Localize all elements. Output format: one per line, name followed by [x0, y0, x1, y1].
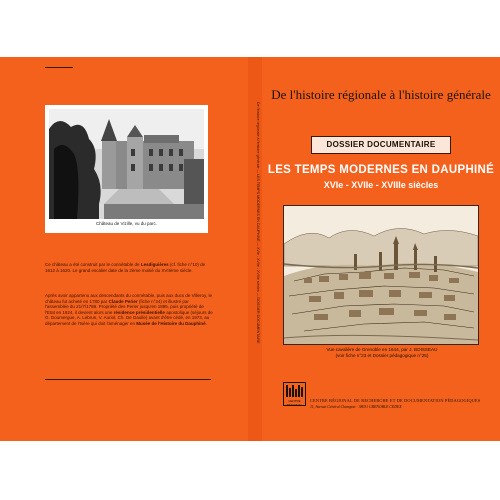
paragraph-text: (cf. fiche n°10) de 1612 à 1620. Le grand escalier date de la 2ème moitié du XVIIème siècle.	[45, 262, 206, 273]
paragraph-bold: Musée de l'Histoire du Dauphiné	[136, 320, 206, 326]
crdp-logo	[283, 382, 306, 406]
back-paragraph-1	[45, 262, 213, 273]
photo-caption: Château de Vizille, vu du parc.	[96, 221, 157, 226]
paragraph-bold: résidence présidentielle	[113, 309, 165, 315]
paragraph-text: Ce château a été construit par le connétable de	[45, 262, 141, 267]
back-cover	[0, 57, 248, 441]
paragraph-text: .	[205, 320, 207, 326]
series-title: De l'histoire régionale à l'histoire générale	[271, 87, 491, 102]
photo-frame	[45, 105, 208, 233]
publisher-address: 11, Avenue Général Champon - 38031 GRENOBLE CEDEX	[310, 405, 402, 409]
top-left-rule	[45, 67, 73, 68]
book-spine	[248, 57, 262, 441]
paragraph-text: (fiche n°24) et illustré par l'assemblée du 21/7/1788. Propriété des Perier jusqu'en 1895, puis propriété de l'Etat en 1924, il devient alors une	[45, 298, 204, 315]
caption-line-1: Vue cavalière de Grenoble en 1644, par J. BOISSEAU	[326, 347, 438, 352]
caption-line-2: (voir fiche n°23 et Dossier pédagogique n°25)	[335, 353, 429, 358]
paragraph-bold: Claude Perier	[108, 298, 138, 304]
grenoble-engraving	[283, 205, 479, 345]
chateau-vizille-photo	[49, 109, 204, 219]
main-title: LES TEMPS MODERNES EN DAUPHINÉ	[267, 164, 495, 176]
engraving-caption	[292, 347, 472, 359]
paragraph-text: Après avoir appartenu aux descendants du connétable, puis aux ducs de Villeroy, le château fut acheté en 1780 par	[45, 293, 212, 304]
paragraph-bold: Lesdiguières	[140, 262, 169, 267]
spine-text: De l'histoire régionale à l'histoire générale — LES TEMPS MODERNES EN DAUPHINÉ — XVIe - XVIIe - XVIIIe siècles — DOSSIER DOCUMENTAIRE	[256, 102, 260, 344]
back-paragraph-2	[45, 293, 213, 327]
logo-label: CENTRE RÉGIONAL	[286, 399, 303, 407]
grenoble-view-image	[284, 206, 478, 344]
dossier-label: DOSSIER DOCUMENTAIRE	[311, 136, 451, 154]
centuries-subtitle: XVIe - XVIIe - XVIIIe siècles	[323, 180, 439, 190]
bottom-left-rule	[45, 379, 211, 380]
publisher-name: CENTRE RÉGIONAL DE RECHERCHE ET DE DOCUMENTATION PÉDAGOGIQUES	[310, 398, 481, 403]
paragraph-text: apostolique (séjours de G. Doumergue, A. Lebrun, V. Auriol, Ch. De Gaulle) avant d'être cédé, en 1973, au département de l'Isère qui doit l'aménager en	[45, 309, 213, 326]
front-cover	[262, 57, 500, 441]
